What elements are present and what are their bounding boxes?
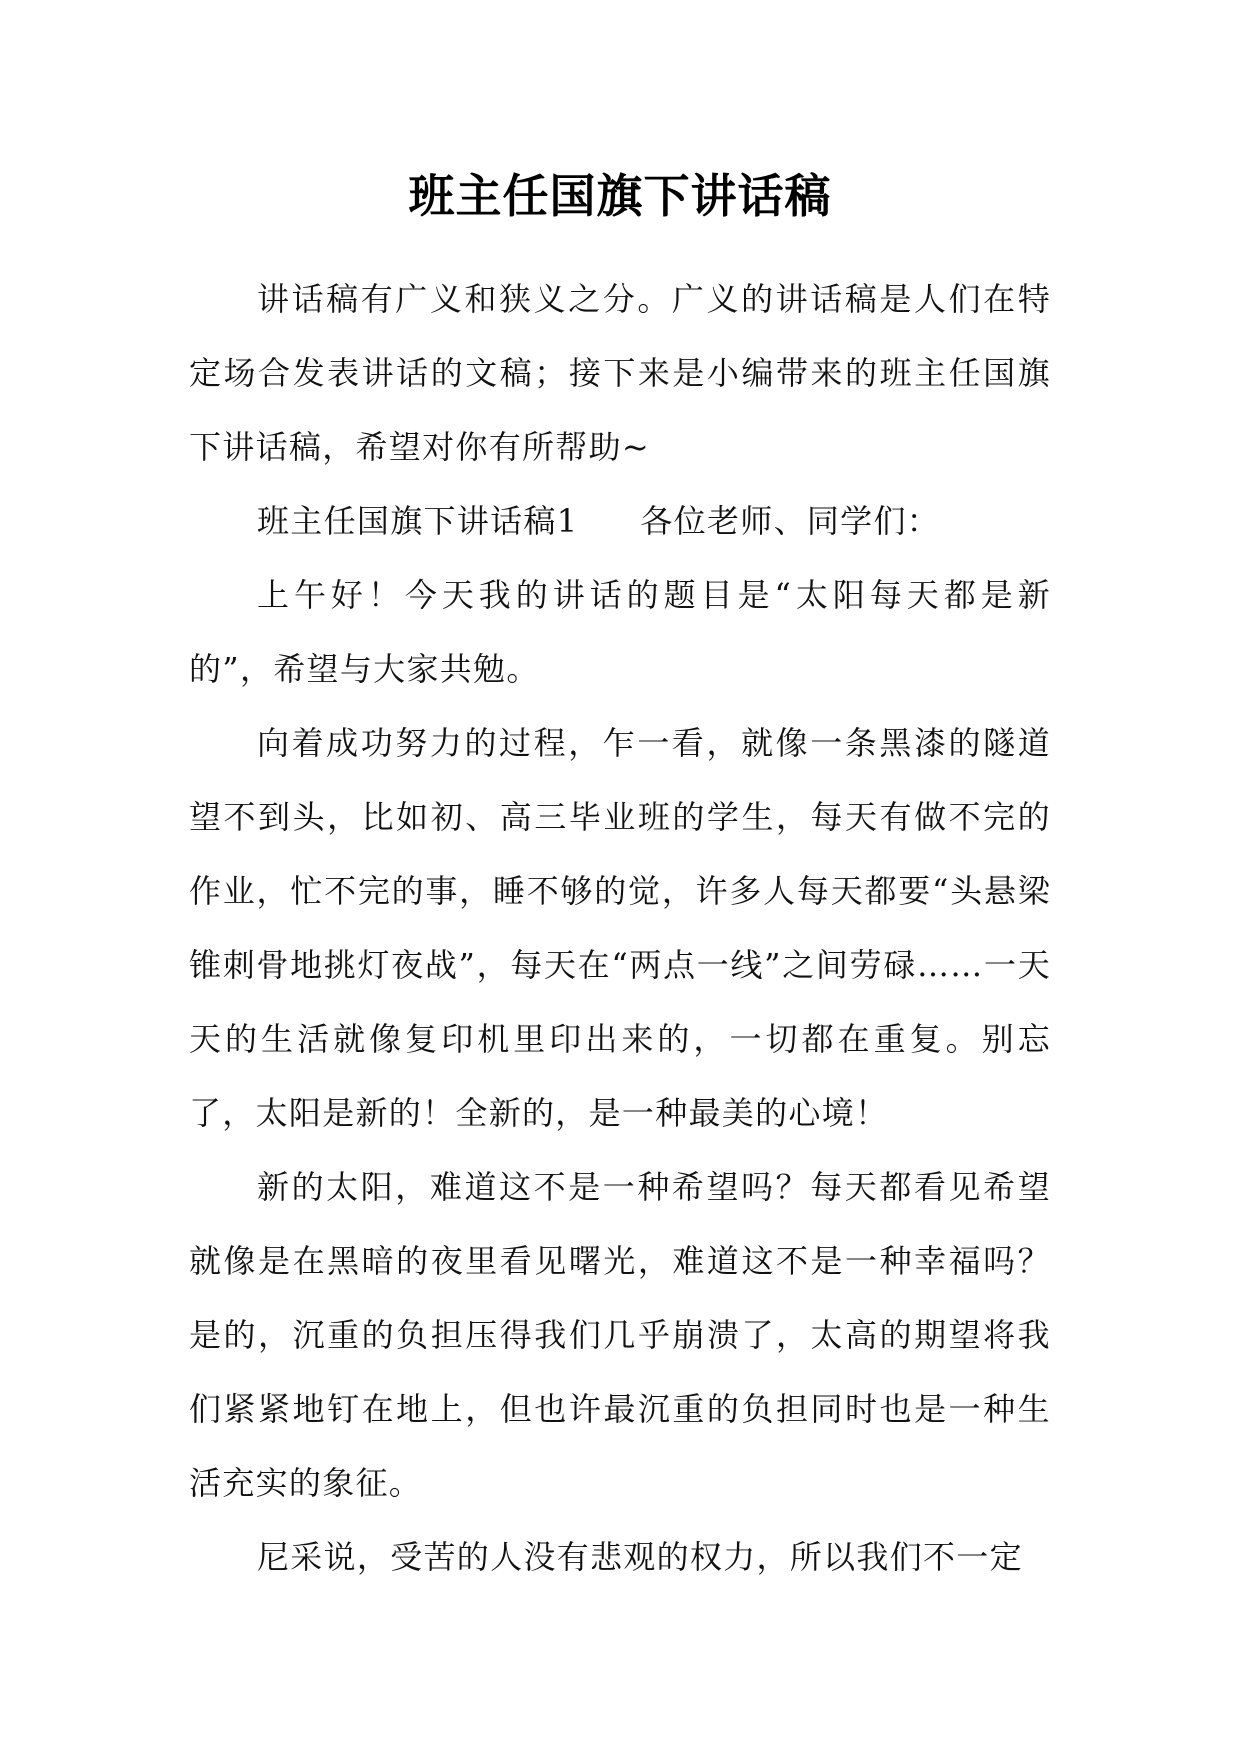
body-paragraph: 上午好！今天我的讲话的题目是“太阳每天都是新的”，希望与大家共勉。 bbox=[189, 576, 1051, 688]
section-heading-line bbox=[189, 484, 1051, 558]
section-heading: 班主任国旗下讲话稿1 bbox=[257, 502, 579, 540]
intro-paragraph: 讲话稿有广义和狭义之分。广义的讲话稿是人们在特定场合发表讲话的文稿；接下来是小编带来的班主任国旗下讲话稿，希望对你有所帮助~ bbox=[189, 280, 1051, 466]
body-paragraph: 尼采说，受苦的人没有悲观的权力，所以我们不一定 bbox=[257, 1538, 1023, 1576]
body-paragraph: 新的太阳，难道这不是一种希望吗？每天都看见希望就像是在黑暗的夜里看见曙光，难道这不是一种幸福吗？是的，沉重的负担压得我们几乎崩溃了，太高的期望将我们紧紧地钉在地上，但也许最沉重的负担同时也是一种生活充实的象征。 bbox=[189, 1168, 1051, 1502]
salutation: 各位老师、同学们： bbox=[640, 502, 941, 540]
body-paragraph: 向着成功努力的过程，乍一看，就像一条黑漆的隧道望不到头，比如初、高三毕业班的学生，每天有做不完的作业，忙不完的事，睡不够的觉，许多人每天都要“头悬梁锥刺骨地挑灯夜战”，每天在“两点一线”之间劳碌……一天天的生活就像复印机里印出来的，一切都在重复。别忘了，太阳是新的！全新的，是一种最美的心境！ bbox=[189, 724, 1051, 1132]
document-body bbox=[189, 262, 1051, 1594]
document-title: 班主任国旗下讲话稿 bbox=[408, 169, 832, 223]
